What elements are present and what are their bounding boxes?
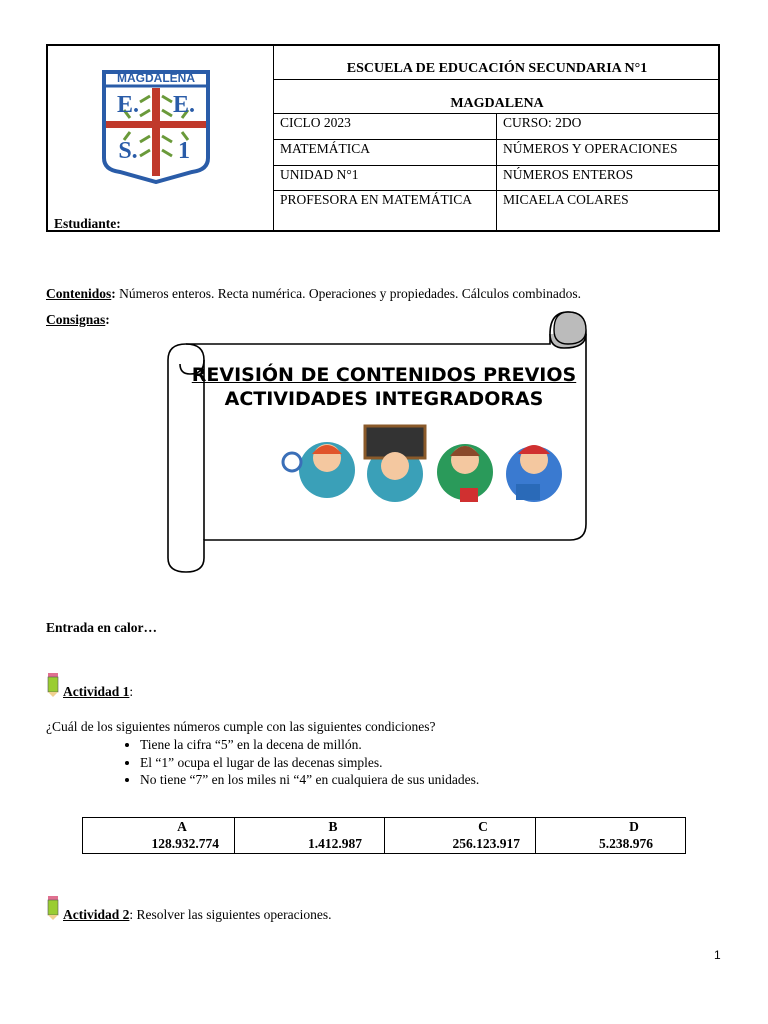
logo-top-text: MAGDALENA	[117, 71, 195, 85]
student-label: Estudiante:	[54, 216, 121, 231]
pencil-icon	[47, 673, 59, 697]
cycle-cell: CICLO 2023	[280, 115, 351, 130]
contenidos-text: Números enteros. Recta numérica. Operaciones y propiedades. Cálculos combinados.	[115, 286, 581, 301]
activity2-text: : Resolver las siguientes operaciones.	[129, 907, 332, 922]
banner-title-line1: REVISIÓN DE CONTENIDOS PREVIOS	[191, 364, 577, 386]
option-b-letter: B	[328, 819, 338, 834]
teacher-name-cell: MICAELA COLARES	[503, 192, 629, 207]
header-table	[46, 44, 720, 232]
consignas-line: Consignas:	[46, 312, 110, 327]
school-name: ESCUELA DE EDUCACIÓN SECUNDARIA N°1	[346, 61, 648, 76]
school-logo	[100, 66, 212, 184]
conditions-list	[100, 736, 479, 789]
activity1-line: Actividad 1:	[63, 684, 134, 699]
activity1-label: Actividad 1	[63, 684, 130, 699]
unit-cell: UNIDAD N°1	[280, 167, 359, 182]
svg-text:S.: S.	[118, 138, 138, 164]
svg-text:E.: E.	[116, 92, 140, 118]
option-b-value: 1.412.987	[308, 836, 362, 851]
consignas-label: Consignas	[46, 312, 106, 327]
pencil-icon	[47, 896, 59, 920]
contenidos-label: Contenidos	[46, 286, 112, 301]
svg-text:1: 1	[178, 138, 190, 164]
option-c-value: 256.123.917	[452, 836, 520, 851]
teacher-title-cell: PROFESORA EN MATEMÁTICA	[280, 192, 473, 207]
scroll-banner	[160, 308, 592, 576]
subject-cell: MATEMÁTICA	[280, 141, 370, 156]
activity2-label: Actividad 2	[63, 907, 130, 922]
list-item: • Tiene la cifra “5” en la decena de millón.	[140, 736, 479, 754]
option-a-letter: A	[177, 819, 187, 834]
activity1-question: ¿Cuál de los siguientes números cumple con las siguientes condiciones?	[46, 719, 436, 734]
svg-text:E.: E.	[172, 92, 196, 118]
option-d-value: 5.238.976	[599, 836, 653, 851]
course-cell: CURSO: 2DO	[503, 115, 582, 130]
list-item: • El “1” ocupa el lugar de las decenas simples.	[140, 754, 479, 772]
options-table	[82, 817, 686, 854]
page-number: 1	[714, 948, 721, 962]
option-d-letter: D	[629, 819, 639, 834]
topic-cell: NÚMEROS Y OPERACIONES	[503, 141, 678, 156]
activity2-line	[63, 907, 331, 923]
banner-title-line2: ACTIVIDADES INTEGRADORAS	[224, 388, 544, 410]
unit-topic-cell: NÚMEROS ENTEROS	[503, 167, 634, 182]
list-item: • No tiene “7” en los miles ni “4” en cualquiera de sus unidades.	[140, 771, 479, 789]
contenidos-line: Contenidos: Números enteros. Recta numérica. Operaciones y propiedades. Cálculos combinados.	[46, 286, 581, 301]
option-a-value: 128.932.774	[151, 836, 219, 851]
warmup-heading: Entrada en calor…	[46, 620, 157, 635]
option-c-letter: C	[478, 819, 488, 834]
school-city: MAGDALENA	[450, 96, 544, 111]
